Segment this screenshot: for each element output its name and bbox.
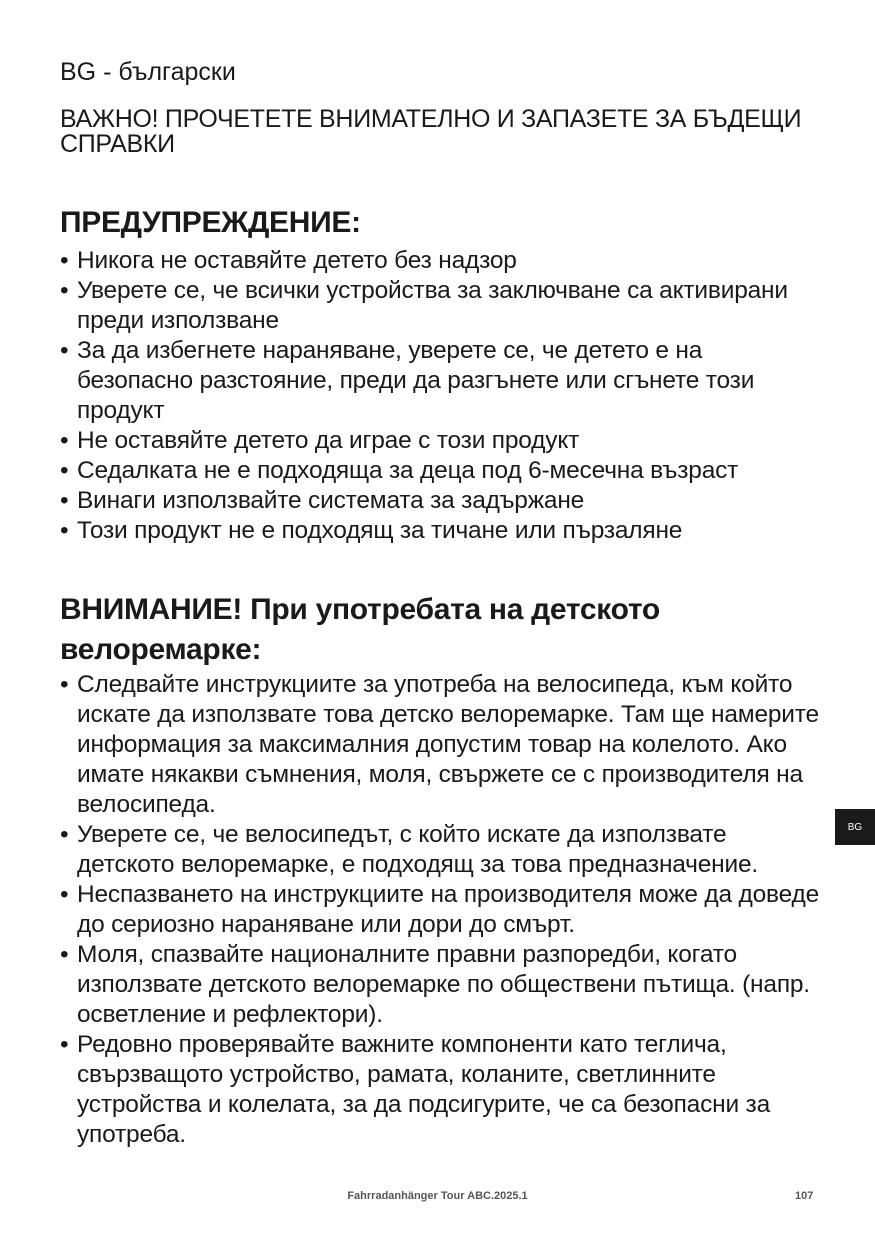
caution-item [60, 1030, 820, 1150]
caution-item-text: Следвайте инструкциите за употреба на велосипеда, към който искате да използвате това детско велоремарке. Там ще намерите информация за максималния допустим товар на колелото. Ако имате някакви съмнения, моля, свържете се с производителя на велосипеда. [77, 671, 819, 818]
warning-item [60, 486, 820, 516]
warning-item-text: Никога не оставяйте детето без надзор [77, 247, 517, 274]
language-side-tab: BG [835, 809, 875, 845]
caution-title: ВНИМАНИЕ! При употребата на детското велоремарке: [60, 593, 660, 666]
caution-item-text: Неспазването на инструкциите на производителя може да доведе до сериозно нараняване или дори до смърт. [77, 881, 820, 938]
bullet-icon: • [60, 671, 69, 698]
caution-item [60, 940, 820, 1030]
warning-item [60, 276, 820, 336]
warning-item [60, 516, 820, 546]
bullet-icon: • [60, 247, 69, 274]
bullet-icon: • [60, 517, 69, 544]
warning-item [60, 246, 820, 276]
bullet-icon: • [60, 487, 69, 514]
warning-item-text: Седалката не е подходяща за деца под 6-месечна възраст [77, 457, 739, 484]
bullet-icon: • [60, 277, 69, 304]
page-number: 107 [795, 1190, 814, 1202]
bullet-icon: • [60, 881, 69, 908]
caution-item-text: Уверете се, че велосипедът, с който искате да използвате детското велоремарке, е подходящ за това предназначение. [77, 821, 759, 878]
warning-item [60, 336, 820, 426]
warning-item-text: Не оставяйте детето да играе с този продукт [77, 427, 580, 454]
warning-item [60, 456, 820, 486]
bullet-icon: • [60, 427, 69, 454]
footer-document-title: Fahrradanhänger Tour ABC.2025.1 [347, 1190, 528, 1202]
warning-item-text: Винаги използвайте системата за задържане [77, 487, 585, 514]
bullet-icon: • [60, 457, 69, 484]
bullet-icon: • [60, 1031, 69, 1058]
warning-title: ПРЕДУПРЕЖДЕНИЕ: [60, 206, 361, 239]
warning-item [60, 426, 820, 456]
language-heading: BG - български [60, 58, 236, 86]
important-notice: ВАЖНО! ПРОЧЕТЕТЕ ВНИМАТЕЛНО И ЗАПАЗЕТЕ ЗА БЪДЕЩИ СПРАВКИ [60, 105, 802, 158]
caution-item-text: Редовно проверявайте важните компоненти като теглича, свързващото устройство, рамата, коланите, светлинните устройства и колелата, за да подсигурите, че са безопасни за употреба. [77, 1031, 770, 1148]
caution-item [60, 670, 820, 820]
bullet-icon: • [60, 337, 69, 364]
caution-item [60, 820, 820, 880]
caution-list [60, 670, 820, 1150]
warning-item-text: Уверете се, че всички устройства за заключване са активирани преди използване [77, 277, 788, 334]
caution-item [60, 880, 820, 940]
bullet-icon: • [60, 821, 69, 848]
bullet-icon: • [60, 941, 69, 968]
caution-item-text: Моля, спазвайте националните правни разпоредби, когато използвате детското велоремарке по обществени пътища. (напр. осветление и рефлектори). [77, 941, 810, 1028]
warning-item-text: За да избегнете нараняване, уверете се, че детето е на безопасно разстояние, преди да разгънете или сгънете този продукт [77, 337, 755, 424]
warning-item-text: Този продукт не е подходящ за тичане или пързаляне [77, 517, 683, 544]
warning-list [60, 246, 820, 546]
